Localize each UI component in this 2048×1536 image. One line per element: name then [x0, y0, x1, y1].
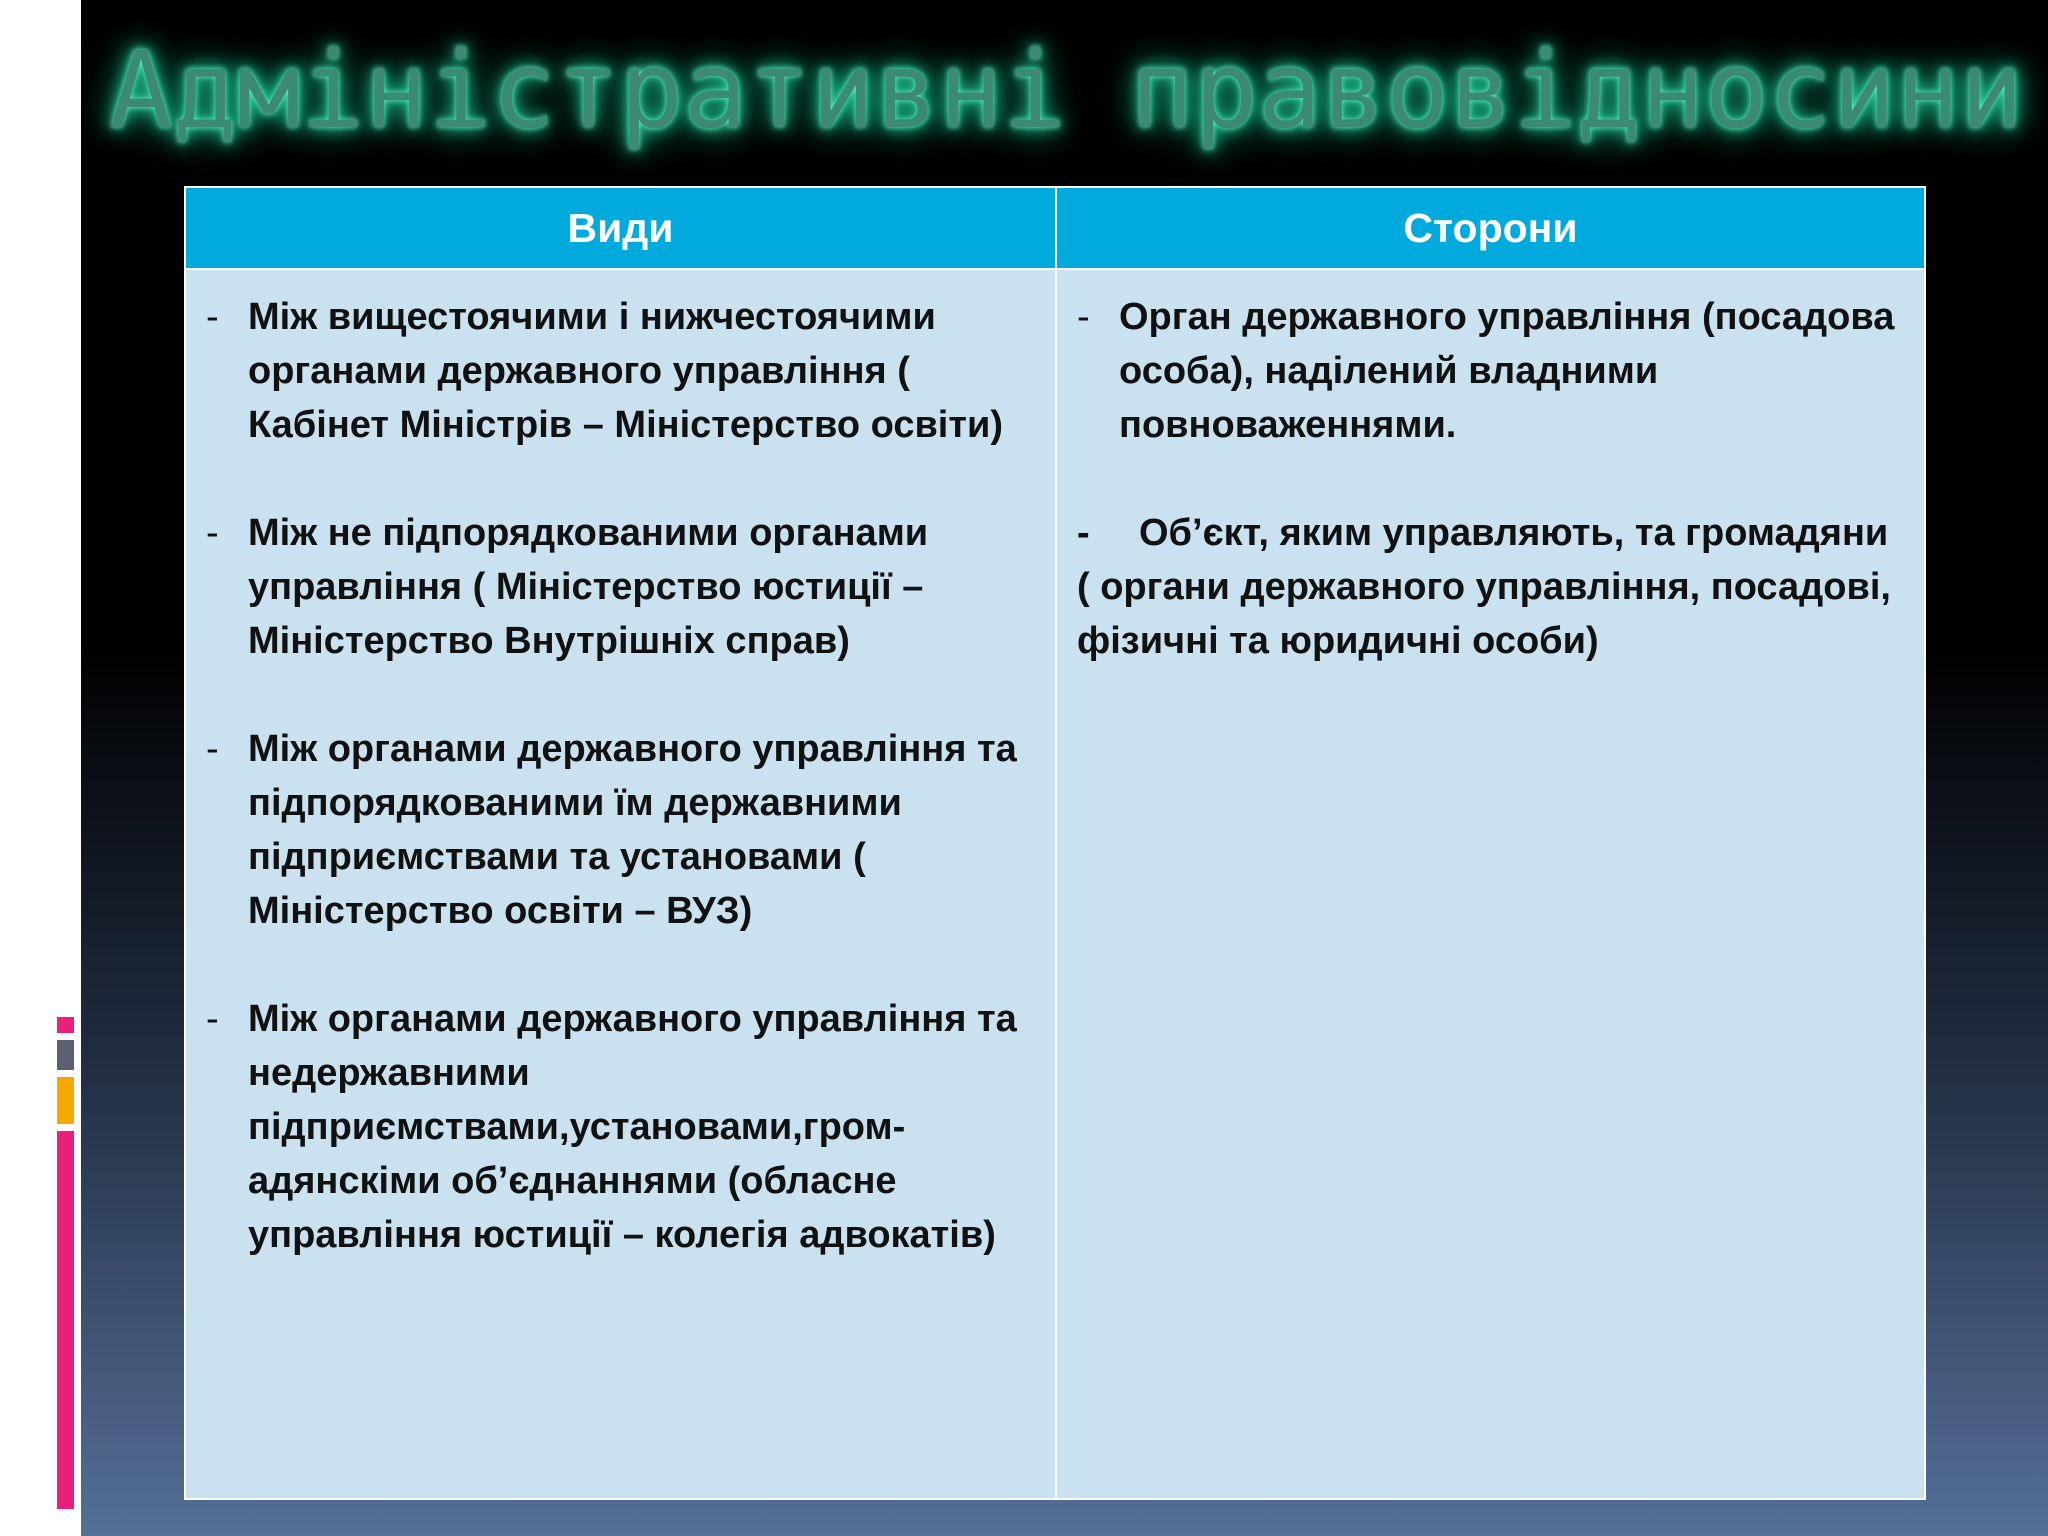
table-cell-parties [1057, 270, 1924, 1498]
bullet-dash: - [1077, 512, 1090, 554]
list-item [186, 722, 1035, 938]
list-item [186, 992, 1035, 1262]
bullet-dash: - [206, 512, 219, 554]
bullet-dash: - [206, 296, 219, 338]
list-item-text: Між органами державного управління та недержавними підприємствами,установами,гром-адянскіми об’єднаннями (обласне управління юстиції – колегія адвокатів) [248, 998, 1017, 1256]
list-item-text: Між не підпорядкованими органами управління ( Міністерство юстиції – Міністерство Внутрішніх справ) [248, 512, 929, 662]
accent-bar-orange [57, 1077, 74, 1124]
list-item [1057, 290, 1904, 452]
slide [81, 0, 2048, 1536]
list-item [186, 506, 1035, 668]
list-item [186, 290, 1035, 452]
list-item-text: Між вищестоячими і нижчестоячими органами державного управління ( Кабінет Міністрів – Міністерство освіти) [248, 296, 1003, 446]
list-item [1057, 506, 1904, 668]
slide-title: Адміністративні правовідносини [109, 29, 2024, 152]
list-item-text: Між органами державного управління та підпорядкованими їм державними підприємствами та установами ( Міністерство освіти – ВУЗ) [248, 728, 1017, 932]
bullet-dash: - [1077, 296, 1090, 338]
accent-bar-pink-top [57, 1017, 74, 1033]
accent-bar-gray [57, 1040, 74, 1070]
table-cell-types [186, 270, 1055, 1498]
list-item-text: Об’єкт, яким управляють, та громадяни ( органи державного управління, посадові, фізичні та юридичні особи) [1077, 512, 1891, 662]
bullet-dash: - [206, 998, 219, 1040]
accent-bar-pink-long [57, 1131, 74, 1509]
table-header-parties: Сторони [1057, 188, 1924, 268]
comparison-table [184, 186, 1926, 1500]
table-header-types: Види [186, 188, 1055, 268]
list-item-text: Орган державного управління (посадова особа), наділений владними повноваженнями. [1119, 296, 1895, 446]
table-icon [49, 170, 81, 236]
bullet-dash: - [206, 728, 219, 770]
